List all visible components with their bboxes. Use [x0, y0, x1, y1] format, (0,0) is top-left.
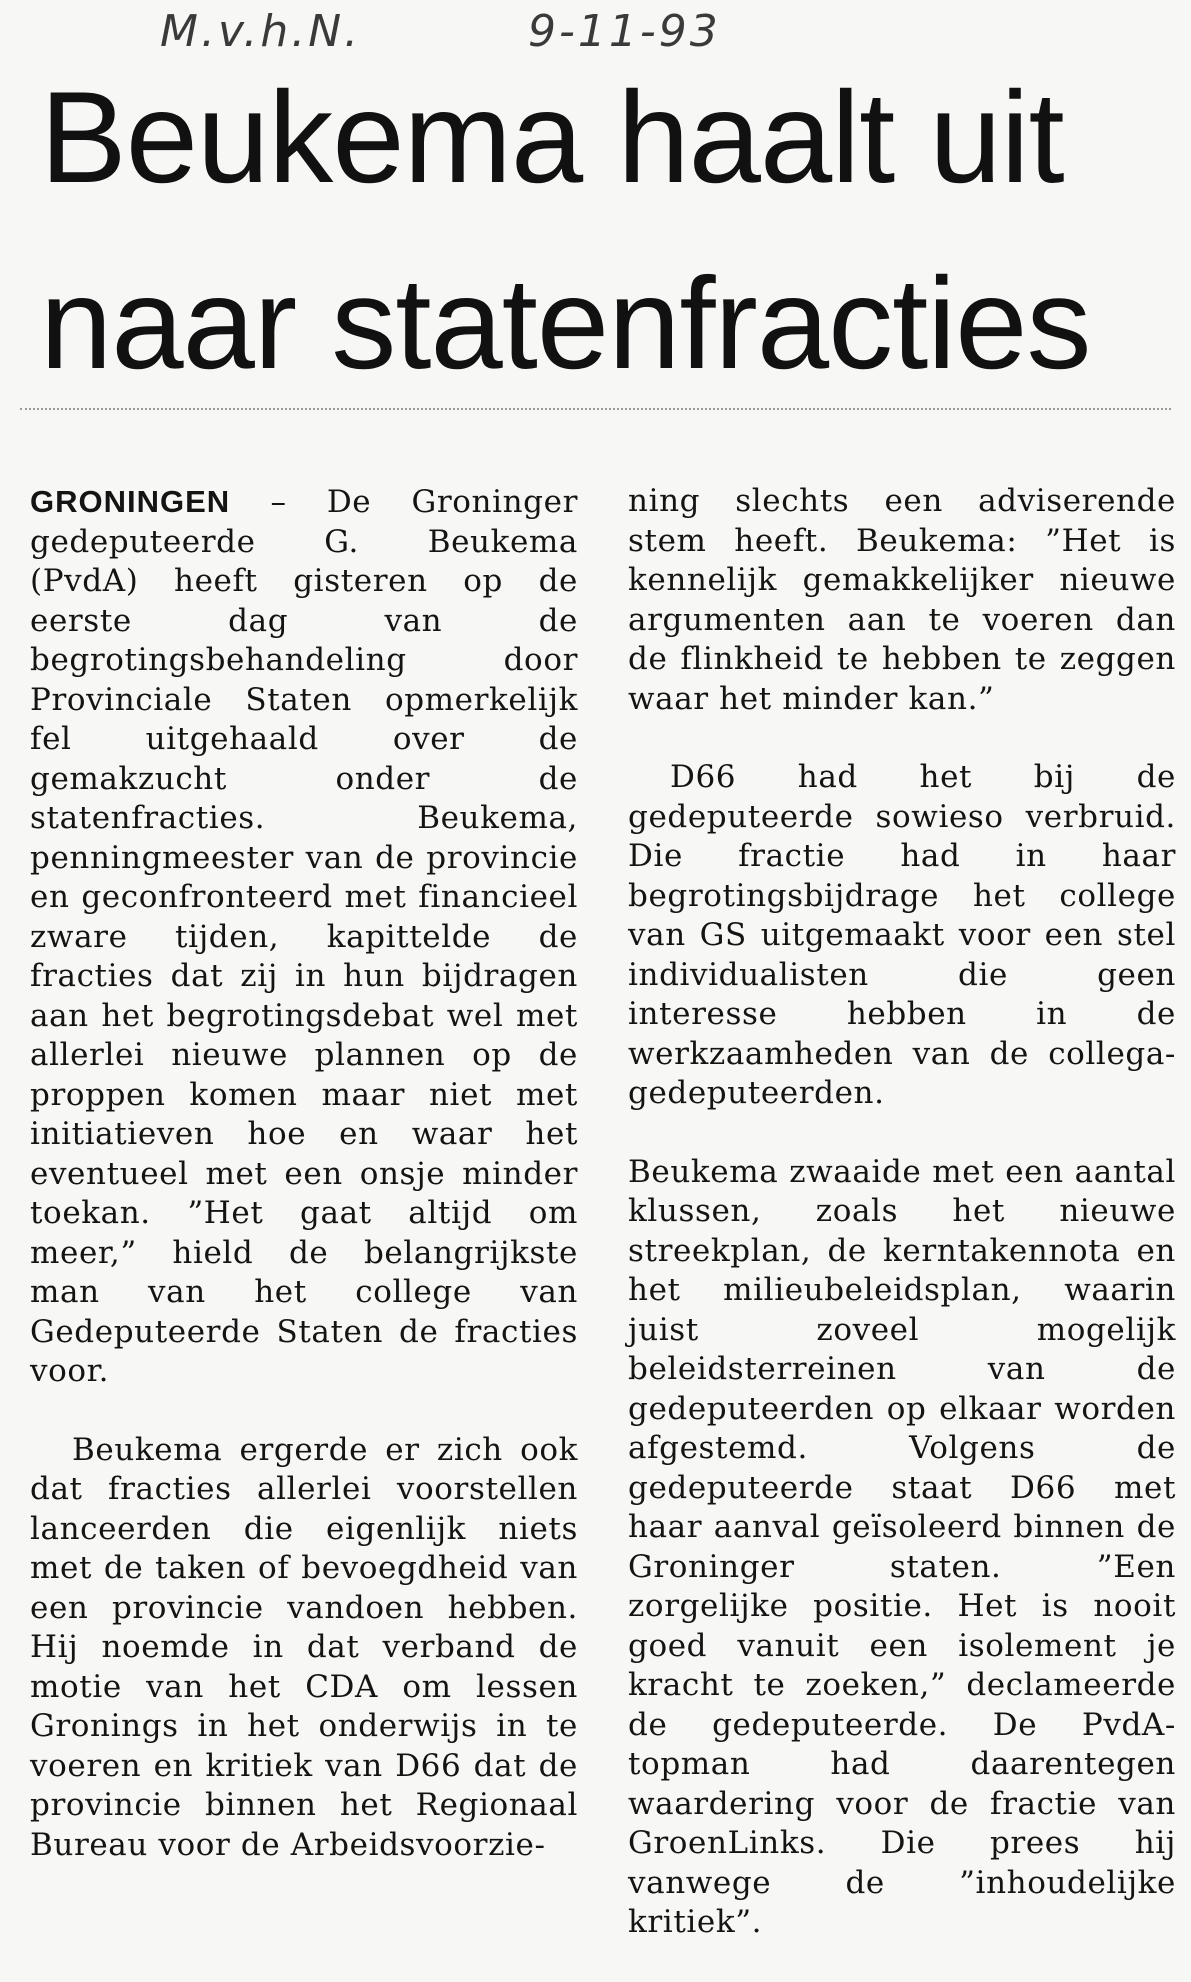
article-column-right [628, 482, 1176, 1982]
lead-paragraph-text: – De Groninger gedeputeerde G. Beukema (PvdA) heeft gisteren op de eerste dag van de begrotingsbehandeling door Provinciale Staten opmerkelijk fel uitgehaald over de gemakzucht onder de statenfracties. Beukema, penningmeester van de provincie en geconfronteerd met financieel zware tijden, kapittelde de fracties dat zij in hun bijdragen aan het begrotingsdebat wel met allerlei nieuwe plannen op de proppen komen maar niet met initiatieven hoe en waar het eventueel met een onsje minder toekan. ”Het gaat altijd om meer,” hield de belangrijkste man van het college van Gedeputeerde Staten de fracties voor. [30, 484, 578, 1389]
article-paragraph: Beukema ergerde er zich ook dat fracties allerlei voorstellen lanceerden die eigenlijk niets met de taken of bevoegdheid van een provincie vandoen hebben. Hij noemde in dat verband de motie van het CDA om lessen Gronings in het onderwijs in te voeren en kritiek van D66 dat de provincie binnen het Regionaal Bureau voor de Arbeidsvoorzie- [30, 1431, 578, 1863]
article-paragraph: D66 had het bij de gedeputeerde sowieso verbruid. Die fractie had in haar begrotingsbijdrage het college van GS uitgemaakt voor een stel individualisten die geen interesse hebben in de werkzaamheden van de collega-gedeputeerden. [628, 759, 1176, 1111]
handwritten-date-note: 9-11-93 [528, 6, 721, 57]
dateline: GRONINGEN [30, 484, 231, 519]
headline-divider [20, 408, 1171, 410]
handwritten-source-note: M.v.h.N. [160, 6, 362, 57]
article-paragraph: Beukema zwaaide met een aantal klussen, zoals het nieuwe streekplan, de kerntakennota en het milieubeleidsplan, waarin juist zoveel mogelijk beleidsterreinen van de gedeputeerden op elkaar worden afgestemd. Volgens de gedeputeerde staat D66 met haar aanval geïsoleerd binnen de Groninger staten. ”Een zorgelijke positie. Het is nooit goed vanuit een isolement je kracht te zoeken,” declameerde de gedeputeerde. De PvdA-topman had daarentegen waardering voor de fractie van GroenLinks. Die prees hij vanwege de ”inhoudelijke kritiek”. [628, 1153, 1176, 1940]
article-column-left [30, 482, 578, 1904]
headline-line-2: naar statenfracties [40, 250, 1091, 396]
headline-line-1: Beukema haalt uit [40, 64, 1064, 210]
article-paragraph-continued: ning slechts een adviserende stem heeft. Beukema: ”Het is kennelijk gemakkelijker nieuwe argumenten aan te voeren dan de flinkheid te hebben te zeggen waar het minder kan.” [628, 483, 1176, 717]
article-paragraph-lead [30, 482, 578, 1392]
